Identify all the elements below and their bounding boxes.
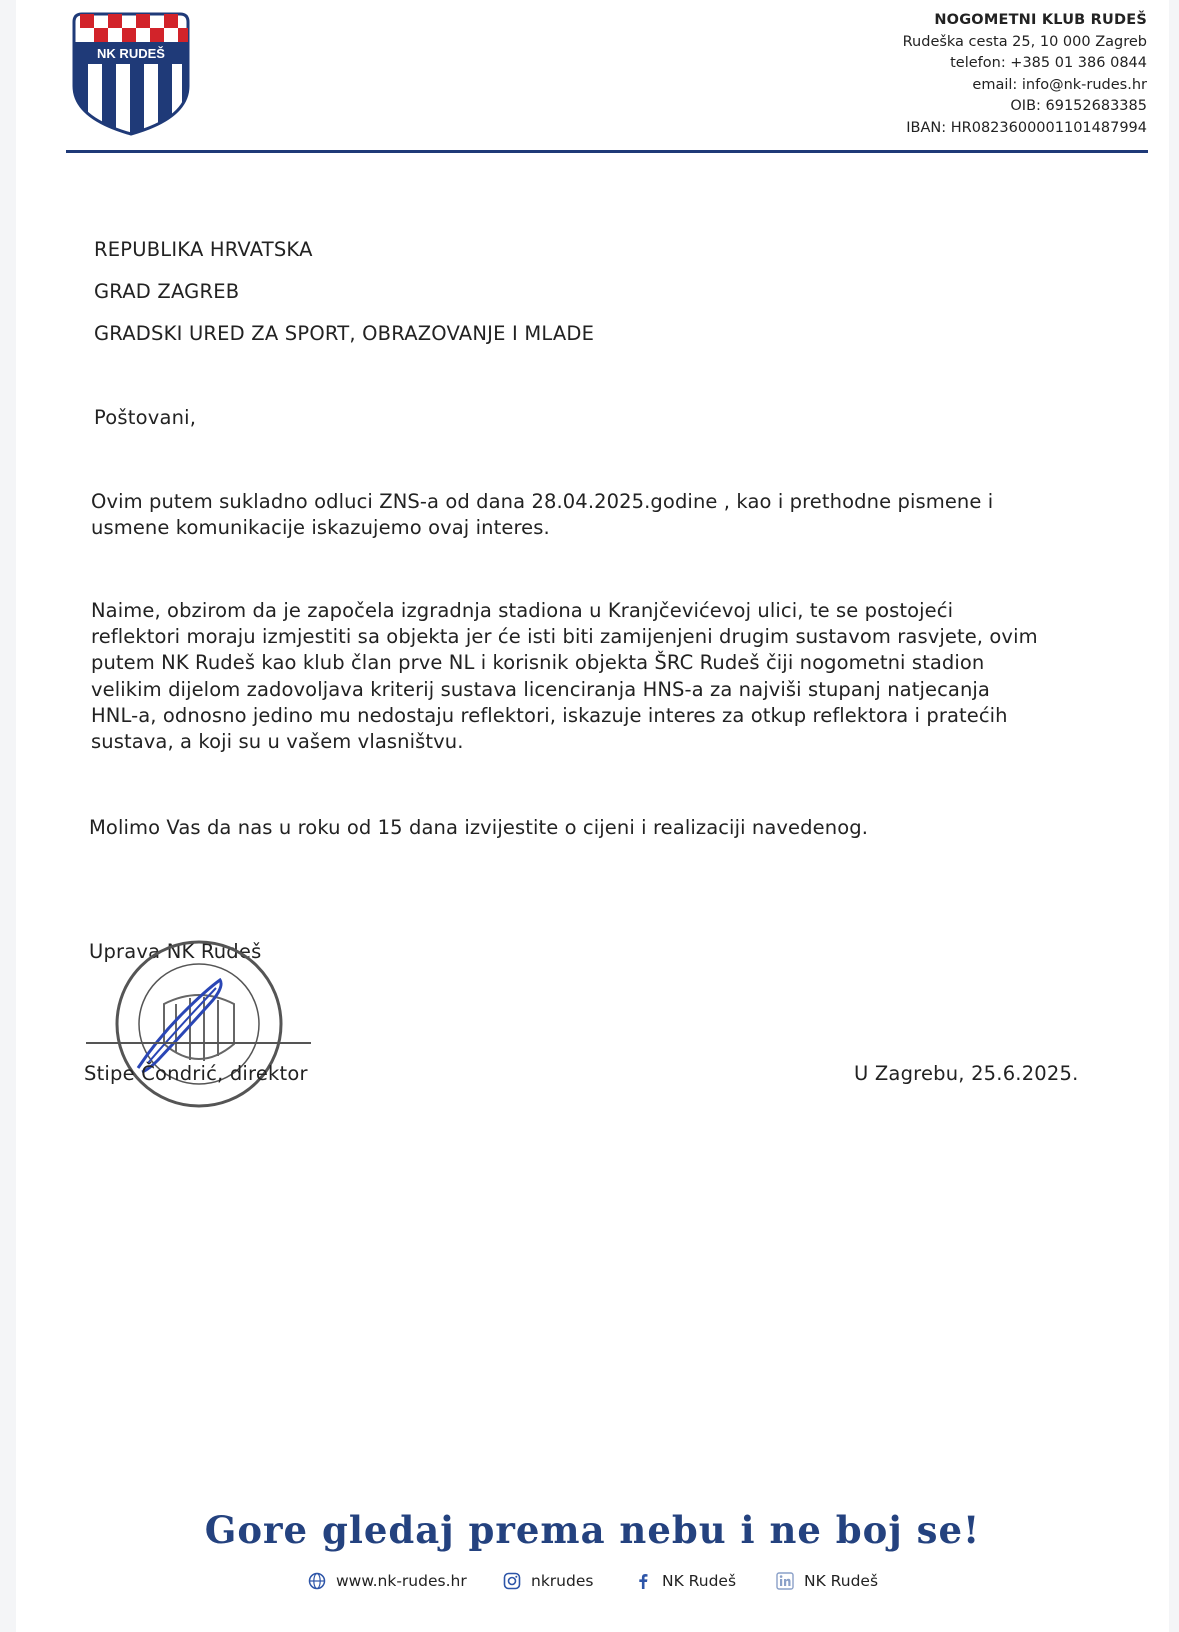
club-email: email: info@nk-rudes.hr — [972, 76, 1147, 93]
recipient-line-1: REPUBLIKA HRVATSKA — [94, 238, 313, 261]
paragraph-2-line: reflektori moraju izmjestiti sa objekta jer će isti biti zamijenjeni drugim sustavom rasvjete, ovim — [91, 625, 1038, 649]
club-phone: telefon: +385 01 386 0844 — [950, 55, 1147, 72]
signer-name: Stipe Čondrić, direktor — [84, 1062, 308, 1085]
signature-line — [86, 1042, 311, 1044]
linkedin-label: NK Rudeš — [804, 1572, 879, 1590]
club-name: NOGOMETNI KLUB RUDEŠ — [934, 12, 1147, 28]
club-contact-block — [903, 10, 1147, 140]
paragraph-1-line: Ovim putem sukladno odluci ZNS-a od dana 28.04.2025.godine , kao i prethodne pismene i — [91, 490, 994, 513]
linkedin-icon — [776, 1572, 794, 1590]
club-address: Rudeška cesta 25, 10 000 Zagreb — [902, 33, 1147, 50]
paragraph-2-line: velikim dijelom zadovoljava kriterij sustava licenciranja HNS-a za najviši stupanj natjecanja — [91, 677, 990, 701]
instagram-icon — [503, 1572, 521, 1590]
signature-org: Uprava NK Rudeš — [89, 940, 262, 963]
website-label: www.nk-rudes.hr — [336, 1572, 467, 1590]
instagram-label: nkrudes — [531, 1572, 594, 1590]
paragraph-2-line: sustava, a koji su u vašem vlasništvu. — [91, 730, 464, 754]
footer-facebook[interactable] — [634, 1572, 736, 1590]
club-slogan: Gore gledaj prema nebu i ne boj se! — [204, 1508, 981, 1552]
recipient-line-2: GRAD ZAGREB — [94, 280, 240, 303]
facebook-icon — [634, 1572, 652, 1590]
paragraph-2-line: HNL-a, odnosno jedino mu nedostaju reflektori, iskazuje interes za otkup reflektora i pratećih — [91, 703, 1008, 727]
paragraph-2 — [91, 598, 1131, 755]
club-iban: IBAN: HR0823600001101487994 — [906, 119, 1147, 136]
paragraph-3: Molimo Vas da nas u roku od 15 dana izvijestite o cijeni i realizaciji navedenog. — [89, 816, 868, 839]
letter-page — [16, 0, 1169, 1632]
footer-website[interactable] — [308, 1572, 467, 1590]
globe-icon — [308, 1572, 326, 1590]
header-divider — [66, 150, 1148, 153]
club-logo — [70, 8, 192, 136]
greeting: Poštovani, — [94, 406, 197, 429]
facebook-label: NK Rudeš — [662, 1572, 737, 1590]
footer-instagram[interactable] — [503, 1572, 593, 1590]
footer-linkedin[interactable] — [776, 1572, 878, 1590]
logo-text: NK RUDEŠ — [97, 46, 165, 61]
club-oib: OIB: 69152683385 — [1010, 98, 1147, 115]
paragraph-2-line: putem NK Rudeš kao klub član prve NL i korisnik objekta ŠRC Rudeš čiji nogometni stadion — [91, 651, 985, 675]
paragraph-1-line: usmene komunikacije iskazujemo ovaj interes. — [91, 516, 550, 540]
paragraph-2-line: Naime, obzirom da je započela izgradnja stadiona u Kranjčevićevoj ulici, te se postojeći — [91, 599, 954, 622]
place-date: U Zagrebu, 25.6.2025. — [854, 1062, 1079, 1085]
recipient-line-3: GRADSKI URED ZA SPORT, OBRAZOVANJE I MLADE — [94, 322, 595, 345]
paragraph-1 — [91, 489, 1131, 541]
